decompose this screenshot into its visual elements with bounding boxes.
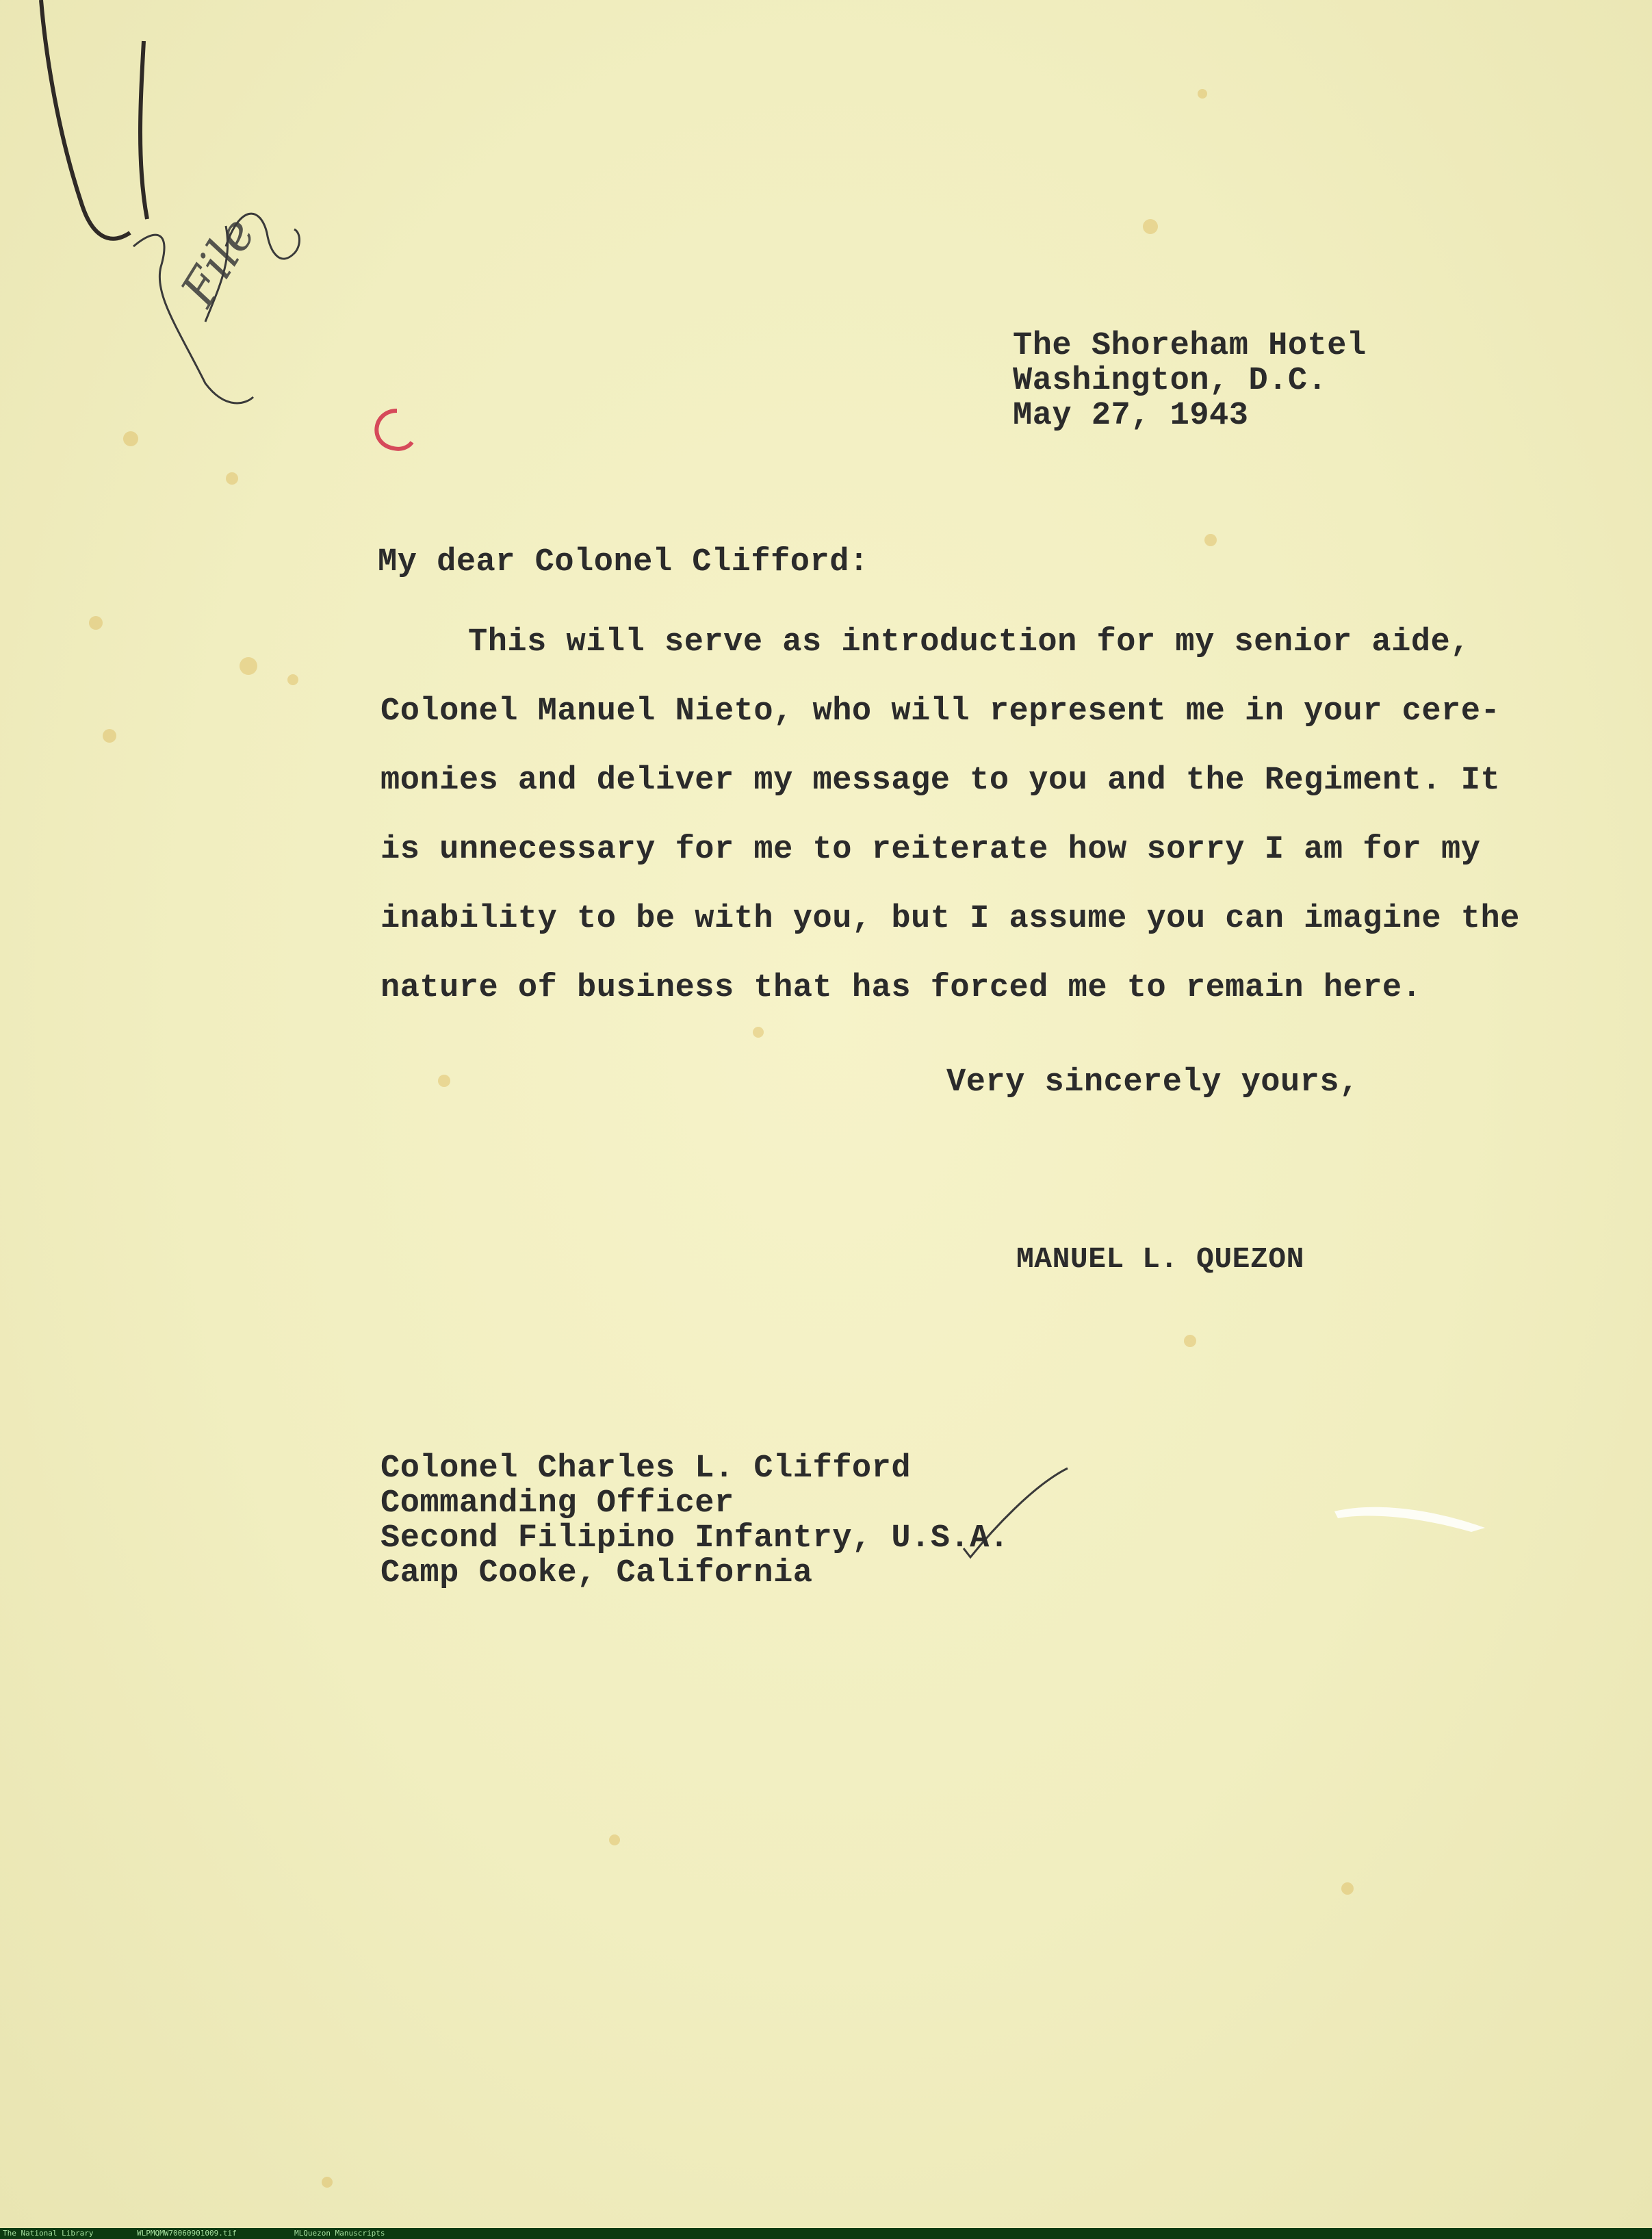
file-scribble <box>205 214 300 322</box>
paper-stain <box>753 1027 764 1038</box>
paper-stain <box>103 729 116 743</box>
body-line: Colonel Manuel Nieto, who will represent me in your cere- <box>380 693 1501 730</box>
signature-name: MANUEL L. QUEZON <box>1016 1242 1304 1276</box>
closing: Very sincerely yours, <box>946 1064 1359 1101</box>
red-mark <box>376 411 412 449</box>
paper-stain <box>609 1834 620 1845</box>
letter-body <box>380 608 1520 1023</box>
hotel-name: The Shoreham Hotel <box>1013 328 1367 364</box>
salutation: My dear Colonel Clifford: <box>378 544 869 580</box>
recipient-address <box>380 1451 1009 1591</box>
paper-stain <box>123 431 138 446</box>
paper-stain <box>1184 1335 1196 1347</box>
paper-stain <box>1143 219 1158 234</box>
archive-footer <box>0 2228 1652 2239</box>
body-line: nature of business that has forced me to remain here. <box>380 970 1422 1006</box>
footer-collection: MLQuezon Manuscripts <box>294 2229 385 2238</box>
handwritten-file-word: File <box>170 207 267 316</box>
recipient-unit: Second Filipino Infantry, U.S.A. <box>380 1520 1009 1557</box>
letter-date: May 27, 1943 <box>1013 398 1249 434</box>
body-line: inability to be with you, but I assume you can imagine the <box>380 901 1520 937</box>
paper-stain <box>287 674 298 685</box>
body-line: is unnecessary for me to reiterate how sorry I am for my <box>380 832 1481 868</box>
tape-fragment <box>1334 1507 1485 1532</box>
paper-stain <box>89 616 103 630</box>
paper-stain <box>1341 1882 1354 1895</box>
body-line: monies and deliver my message to you and the Regiment. It <box>380 763 1501 799</box>
recipient-name: Colonel Charles L. Clifford <box>380 1450 912 1487</box>
pencil-stroke <box>41 0 130 239</box>
paper-stain <box>438 1075 450 1087</box>
heading-city: Washington, D.C. <box>1013 363 1328 399</box>
pencil-stroke <box>140 41 147 219</box>
paper-stain <box>1204 534 1217 546</box>
file-scribble <box>133 235 253 403</box>
footer-institution: The National Library <box>3 2229 94 2238</box>
recipient-location: Camp Cooke, California <box>380 1555 813 1591</box>
letter-heading <box>1013 329 1367 433</box>
paper-stain <box>322 2177 333 2188</box>
paper-stain <box>1198 89 1207 99</box>
recipient-title: Commanding Officer <box>380 1485 734 1522</box>
paper-stain <box>226 472 238 485</box>
body-line: This will serve as introduction for my senior aide, <box>468 624 1470 661</box>
footer-filename: WLPMQMW70060901009.tif <box>137 2229 237 2238</box>
paper-stain <box>240 657 257 675</box>
